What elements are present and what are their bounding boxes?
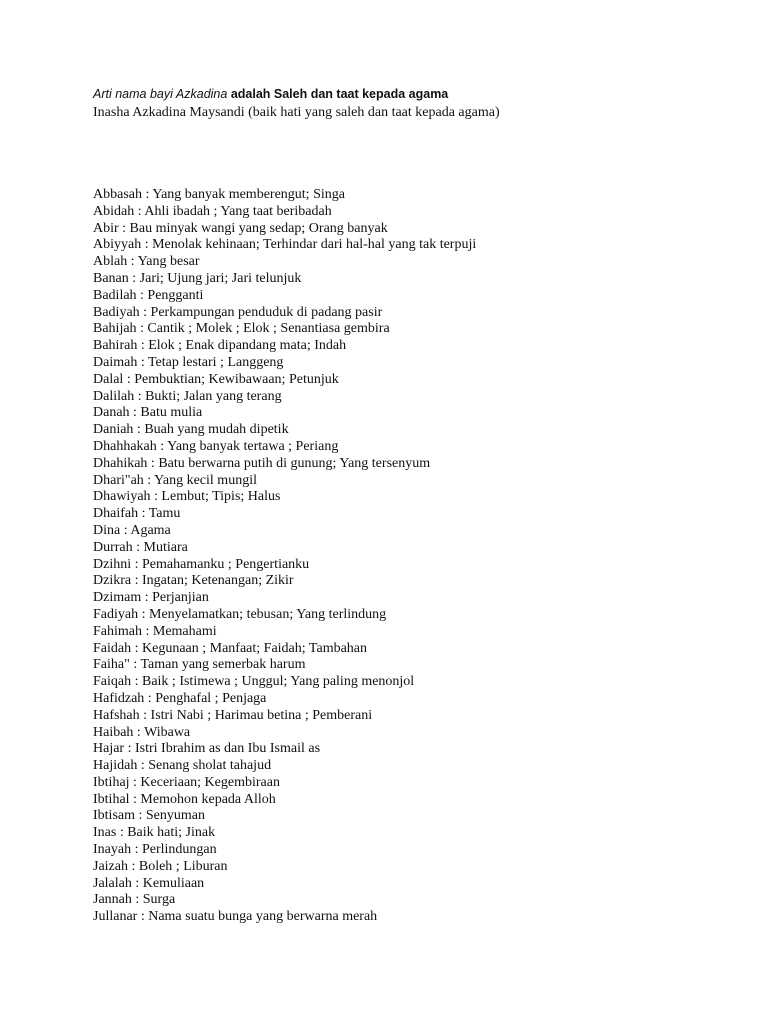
name-meaning-item: Jaizah : Boleh ; Liburan xyxy=(93,858,228,874)
name-meaning-item: Bahijah : Cantik ; Molek ; Elok ; Senantiasa gembira xyxy=(93,321,390,337)
document-heading xyxy=(93,84,733,104)
name-meaning-list xyxy=(93,187,476,926)
name-meaning-item: Hafshah : Istri Nabi ; Harimau betina ; Pemberani xyxy=(93,707,373,723)
name-meaning-item: Dhaifah : Tamu xyxy=(93,506,181,522)
name-meaning-item: Ibtisam : Senyuman xyxy=(93,808,205,824)
name-meaning-item: Daimah : Tetap lestari ; Langgeng xyxy=(93,354,284,370)
name-meaning-item: Dhahhakah : Yang banyak tertawa ; Periang xyxy=(93,438,339,454)
name-meaning-item: Dzimam : Perjanjian xyxy=(93,590,209,606)
name-meaning-item: Durrah : Mutiara xyxy=(93,539,188,555)
name-meaning-item: Banan : Jari; Ujung jari; Jari telunjuk xyxy=(93,270,302,286)
name-meaning-item: Ibtihal : Memohon kepada Alloh xyxy=(93,791,276,807)
name-meaning-item: Faidah : Kegunaan ; Manfaat; Faidah; Tambahan xyxy=(93,640,368,656)
name-meaning-item: Bahirah : Elok ; Enak dipandang mata; Indah xyxy=(93,338,347,354)
name-meaning-item: Jullanar : Nama suatu bunga yang berwarna merah xyxy=(93,909,378,925)
name-meaning-item: Fadiyah : Menyelamatkan; tebusan; Yang terlindung xyxy=(93,606,387,622)
name-meaning-item: Dina : Agama xyxy=(93,522,171,538)
name-meaning-item: Fahimah : Memahami xyxy=(93,623,217,639)
name-meaning-item: Danah : Batu mulia xyxy=(93,405,203,421)
name-meaning-item: Badiyah : Perkampungan penduduk di padang pasir xyxy=(93,304,383,320)
name-meaning-item: Inayah : Perlindungan xyxy=(93,842,217,858)
name-meaning-item: Inas : Baik hati; Jinak xyxy=(93,825,216,841)
name-meaning-item: Dzikra : Ingatan; Ketenangan; Zikir xyxy=(93,573,294,589)
name-meaning-item: Ablah : Yang besar xyxy=(93,254,200,270)
name-meaning-item: Abiyyah : Menolak kehinaan; Terhindar dari hal-hal yang tak terpuji xyxy=(93,237,477,253)
name-meaning-item: Hajidah : Senang sholat tahajud xyxy=(93,758,272,774)
name-meaning-item: Dalal : Pembuktian; Kewibawaan; Petunjuk xyxy=(93,371,339,387)
name-meaning-item: Badilah : Pengganti xyxy=(93,287,204,303)
name-meaning-item: Dhawiyah : Lembut; Tipis; Halus xyxy=(93,489,281,505)
name-meaning-item: Ibtihaj : Keceriaan; Kegembiraan xyxy=(93,774,280,790)
heading-bold-text: adalah Saleh dan taat kepada agama xyxy=(230,87,449,101)
name-meaning-item: Dalilah : Bukti; Jalan yang terang xyxy=(93,388,282,404)
name-meaning-item: Haibah : Wibawa xyxy=(93,724,191,740)
name-meaning-item: Dhahikah : Batu berwarna putih di gunung; Yang tersenyum xyxy=(93,455,431,471)
heading-italic-text: Arti nama bayi Azkadina xyxy=(93,87,228,101)
name-meaning-item: Dhari"ah : Yang kecil mungil xyxy=(93,472,257,488)
name-meaning-item: Faiqah : Baik ; Istimewa ; Unggul; Yang paling menonjol xyxy=(93,674,415,690)
name-meaning-item: Abir : Bau minyak wangi yang sedap; Orang banyak xyxy=(93,220,388,236)
name-meaning-item: Hafidzah : Penghafal ; Penjaga xyxy=(93,690,267,706)
name-meaning-item: Jannah : Surga xyxy=(93,892,176,908)
name-meaning-item: Jalalah : Kemuliaan xyxy=(93,875,205,891)
name-meaning-item: Hajar : Istri Ibrahim as dan Ibu Ismail as xyxy=(93,741,321,757)
name-meaning-item: Abbasah : Yang banyak memberengut; Singa xyxy=(93,187,345,202)
name-meaning-item: Dzihni : Pemahamanku ; Pengertianku xyxy=(93,556,310,572)
document-page xyxy=(93,84,733,925)
document-subheading: Inasha Azkadina Maysandi (baik hati yang saleh dan taat kepada agama) xyxy=(93,105,500,120)
name-meaning-item: Faiha" : Taman yang semerbak harum xyxy=(93,657,306,673)
name-meaning-item: Daniah : Buah yang mudah dipetik xyxy=(93,422,289,438)
name-meaning-item: Abidah : Ahli ibadah ; Yang taat beribadah xyxy=(93,203,332,219)
